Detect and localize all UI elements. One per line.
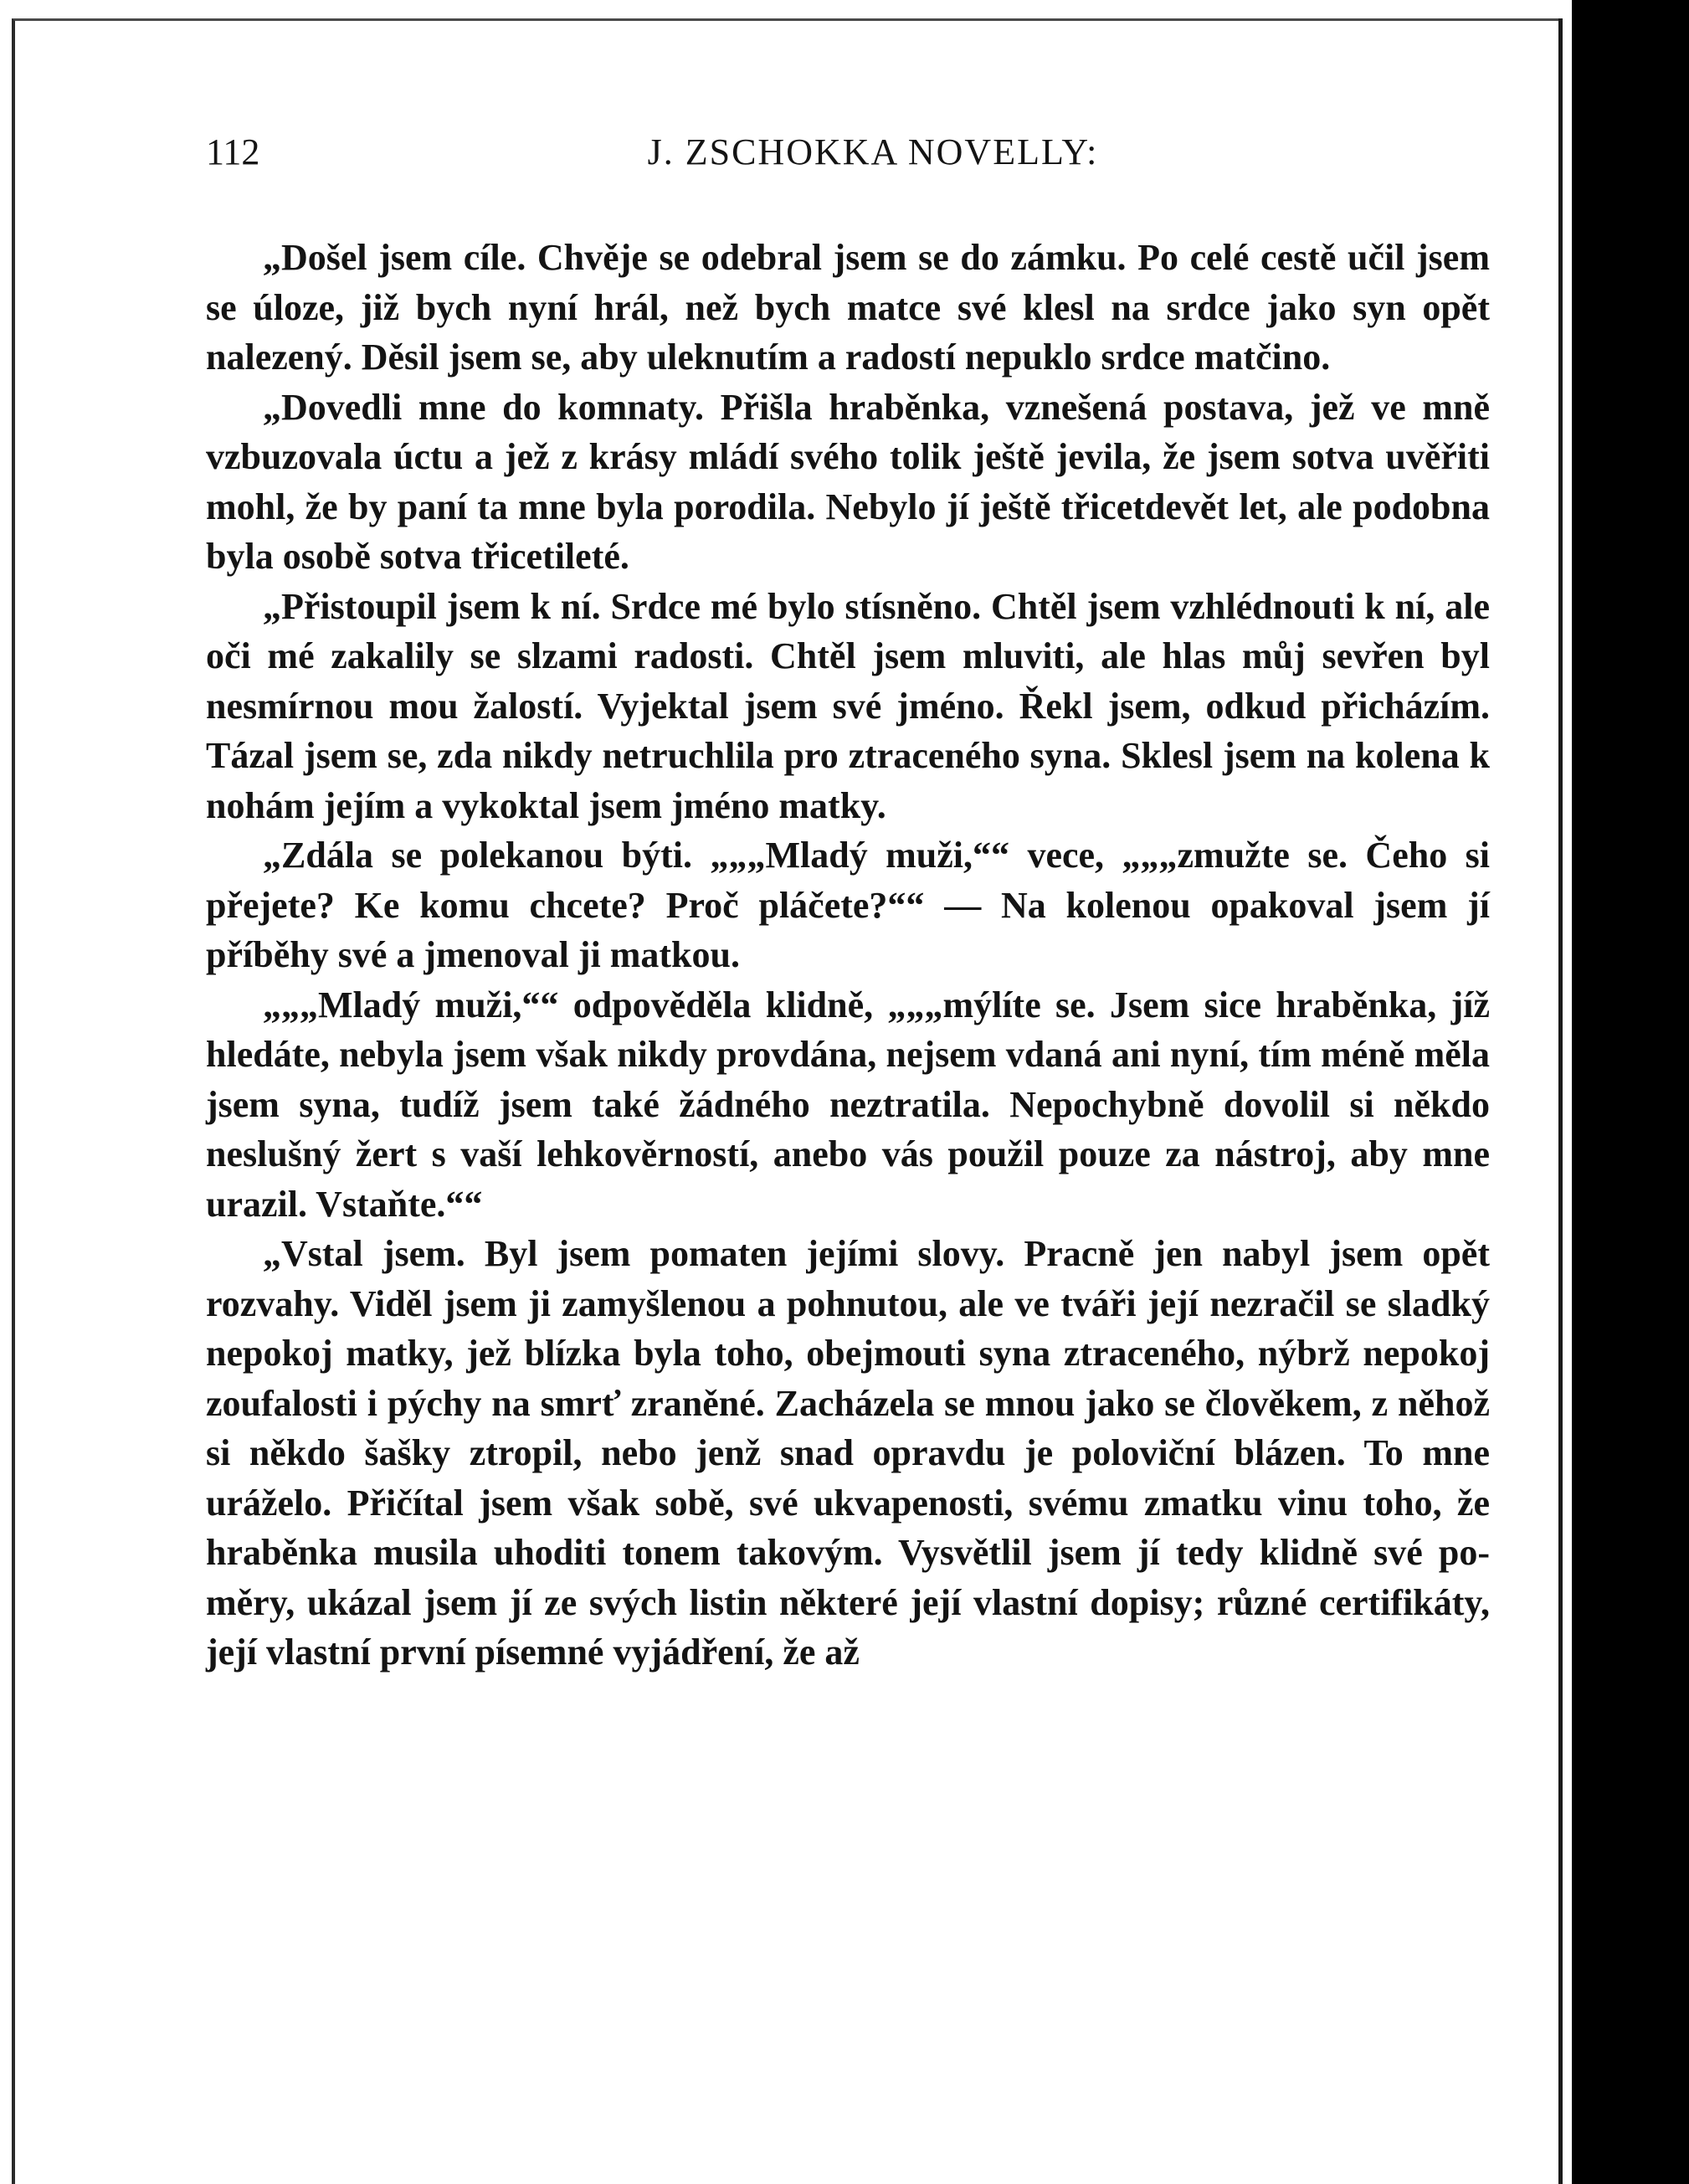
- scan-margin: [1572, 0, 1689, 2184]
- paragraph: „Vstal jsem. Byl jsem pomaten jejími slovy. Pracně jen nabyl jsem opět rozvahy. Viděl jsem ji zamyšlenou a pohnutou, ale ve tváři její nezračil se sladký nepokoj matky, jež blízka byla toho, obejmouti syna ztraceného, nýbrž nepokoj zoufalosti i pýchy na smrť zraněné. Zacházela se mnou jako se člověkem, z něhož si někdo šašky ztropil, nebo jenž snad opravdu je poloviční blázen. To mne uráželo. Přičítal jsem však sobě, své ukvapenosti, svému zmatku vinu toho, že hraběnka musila uhoditi tonem takovým. Vysvětlil jsem jí tedy klidně své poměry, ukázal jsem jí ze svých listin některé její vlastní dopisy; různé certifikáty, její vlastní první písemné vyjádření, že až: [206, 1233, 1490, 1673]
- paragraph: „Dovedli mne do komnaty. Přišla hraběnka, vznešená postava, jež ve mně vzbuzovala úctu a jež z krásy mládí svého tolik ještě jevila, že jsem sotva uvěřiti mohl, že by paní ta mne byla porodila. Nebylo jí ještě třicetdevět let, ale podobna byla osobě sotva třicetileté.: [206, 386, 1490, 577]
- paragraph: „Zdála se polekanou býti. „„„Mladý muži,““ vece, „„„zmužte se. Čeho si přejete? Ke komu chcete? Proč pláčete?““ — Na kolenou opakoval jsem jí příběhy své a jmenoval ji matkou.: [206, 835, 1490, 975]
- paragraph: „Došel jsem cíle. Chvěje se odebral jsem se do zámku. Po celé cestě učil jsem se úloze, již bych nyní hrál, než bych matce své klesl na srdce jako syn opět nalezený. Děsil jsem se, aby uleknutím a radostí nepuklo srdce matčino.: [206, 237, 1490, 378]
- paragraph: „Přistoupil jsem k ní. Srdce mé bylo stísněno. Chtěl jsem vzhlédnouti k ní, ale oči mé zakalily se slzami radosti. Chtěl jsem mluviti, ale hlas můj sevřen byl nesmírnou mou žalostí. Vyjektal jsem své jméno. Řekl jsem, odkud přicházím. Tázal jsem se, zda nikdy netruchlila pro ztraceného syna. Sklesl jsem na kolena k nohám jejím a vykoktal jsem jméno matky.: [206, 585, 1490, 826]
- page-header: [206, 127, 1490, 177]
- page-body: [206, 233, 1490, 1678]
- paragraph: „„„Mladý muži,““ odpověděla klidně, „„„mýlíte se. Jsem sice hraběnka, jíž hledáte, nebyla jsem však nikdy provdána, nejsem vdaná ani nyní, tím méně měla jsem syna, tudíž jsem také žádného neztratila. Nepochybně dovolil si někdo neslušný žert s vaší lehkověrností, anebo vás použil pouze za nástroj, aby mne urazil. Vstaňte.““: [206, 984, 1490, 1225]
- page-edge-rule: [1558, 18, 1563, 2184]
- running-title: J. ZSCHOKKA NOVELLY:: [647, 131, 1099, 172]
- page-number: 112: [206, 131, 260, 172]
